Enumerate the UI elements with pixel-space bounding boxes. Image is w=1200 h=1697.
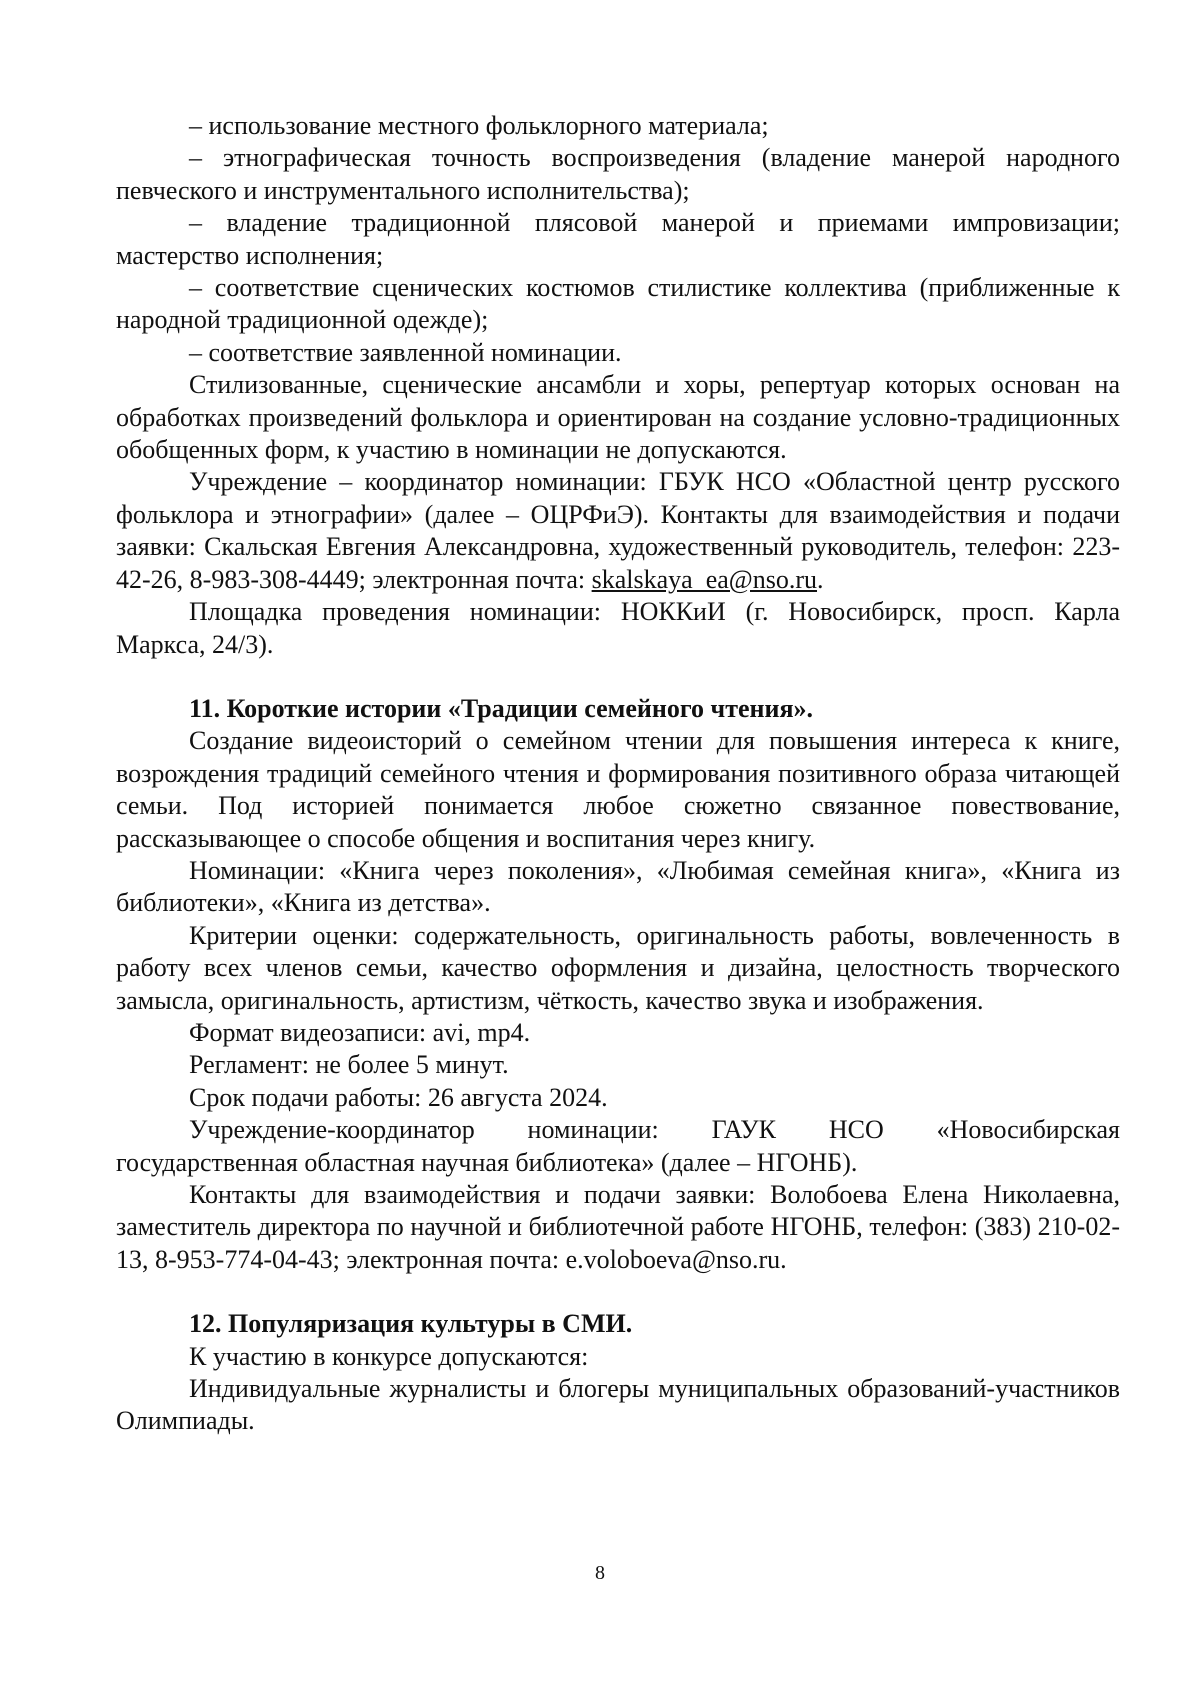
criteria-item-folklore-material: – использование местного фольклорного материала; (189, 111, 769, 140)
section-11-description: Создание видеоисторий о семейном чтении для повышения интереса к книге, возрождения традиций семейного чтения и формирования позитивного образа читающей семьи. Под историей понимается любое сюжетно связанное повествование, рассказывающее о способе общения и воспитания через книгу. (116, 726, 1120, 853)
section-11-heading: 11. Короткие истории «Традиции семейного чтения». (189, 693, 814, 723)
page-number: 8 (595, 1562, 605, 1584)
coordinator-email-link-10[interactable]: skalskaya_ea@nso.ru (591, 564, 818, 594)
section-11-criteria: Критерии оценки: содержательность, оригинальность работы, вовлеченность в работу всех членов семьи, качество оформления и дизайна, целостность творческого замысла, оригинальность, артистизм, чёткость, качество звука и изображения. (116, 920, 1120, 1015)
section-11-format: Формат видеозаписи: avi, mp4. (189, 1017, 531, 1047)
stylized-ensembles-note: Стилизованные, сценические ансамбли и хоры, репертуар которых основан на обработках произведений фольклора и ориентирован на создание условно-традиционных обобщенных форм, к участию в номинации не допускаются. (116, 370, 1120, 465)
criteria-item-ethnographic-accuracy: – этнографическая точность воспроизведения (владение манерой народного певческого и инструментального исполнительства); (116, 143, 1120, 205)
section-11-nominations: Номинации: «Книга через поколения», «Любимая семейная книга», «Книга из библиотеки», «Книга из детства». (116, 855, 1120, 918)
venue-paragraph-10: Площадка проведения номинации: НОККиИ (г. Новосибирск, просп. Карла Маркса, 24/3). (116, 597, 1120, 659)
section-11-contacts: Контакты для взаимодействия и подачи заявки: Волобоева Елена Николаевна, заместитель директора по научной и библиотечной работе НГОНБ, телефон: (383) 210-02-13, 8-953-774-04-43; электронная почта: e.voloboeva@nso.ru. (116, 1180, 1120, 1274)
section-11-coordinator: Учреждение-координатор номинации: ГАУК НСО «Новосибирская государственная областная научная библиотека» (далее – НГОНБ). (116, 1115, 1120, 1177)
criteria-item-dance-manner: – владение традиционной плясовой манерой и приемами импровизации; мастерство исполнения; (116, 208, 1120, 270)
coordinator-text-end-10: . (817, 564, 824, 594)
coordinator-text-10: Учреждение – координатор номинации: ГБУК НСО «Областной центр русского фольклора и этнографии» (далее – ОЦРФиЭ). Контакты для взаимодействия и подачи заявки: Скальская Евгения Александровна, художественный руководитель, телефон: 223-42-26, 8-983-308-4449; электронная почта: (116, 467, 1120, 594)
section-12-heading: 12. Популяризация культуры в СМИ. (189, 1309, 633, 1339)
section-11-deadline: Срок подачи работы: 26 августа 2024. (189, 1082, 608, 1112)
criteria-item-nomination-match: – соответствие заявленной номинации. (189, 337, 622, 367)
section-11-duration: Регламент: не более 5 минут. (189, 1050, 509, 1080)
coordinator-paragraph-10 (116, 466, 1120, 596)
criteria-item-stage-costumes: – соответствие сценических костюмов стилистике коллектива (приближенные к народной традиционной одежде); (116, 273, 1120, 335)
section-12-admission: К участию в конкурсе допускаются: (189, 1341, 589, 1371)
section-12-participants: Индивидуальные журналисты и блогеры муниципальных образований-участников Олимпиады. (116, 1374, 1120, 1436)
